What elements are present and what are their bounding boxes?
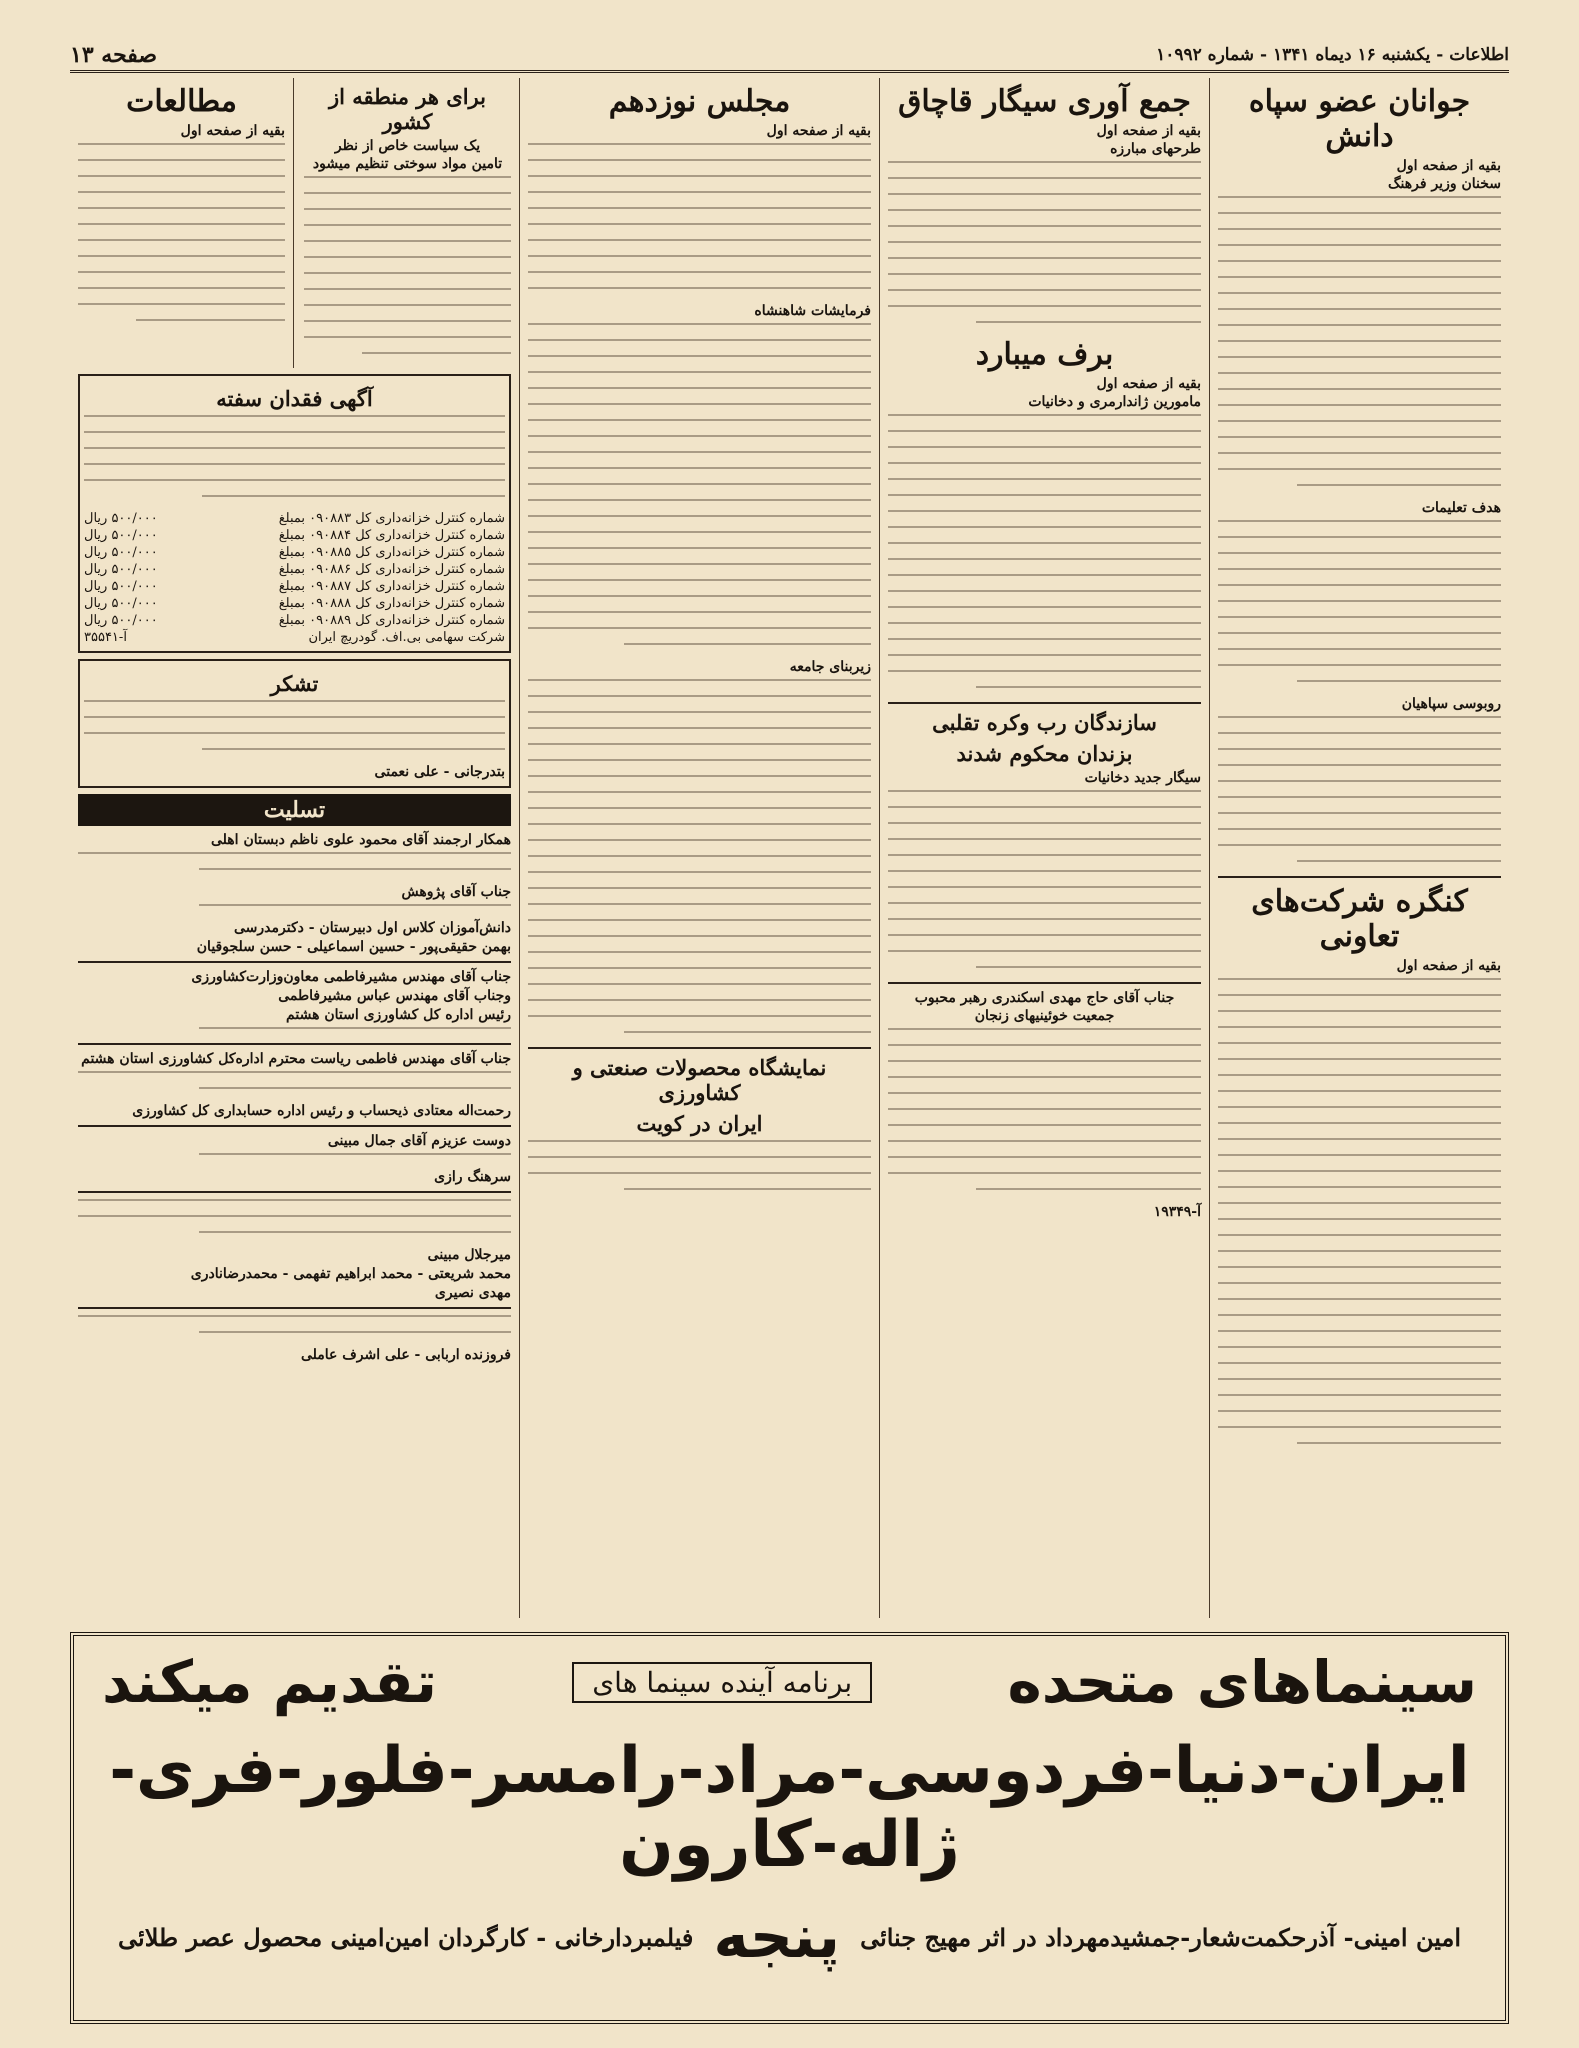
headline-bandits: سازندگان رب وکره تقلبی (932, 710, 1157, 735)
subhead: سخنان وزیر فرهنگ (1388, 176, 1501, 192)
continued-label: بقیه از صفحه اول (1096, 376, 1201, 392)
condolence-name: محمد شریعتی - محمد ابراهیم تفهمی - محمدرضانادری (190, 1266, 511, 1282)
policy-sub2: تامین مواد سوختی تنظیم میشود (312, 156, 503, 172)
body-text (888, 790, 1201, 968)
column-danesh (1209, 78, 1509, 1618)
columns (70, 78, 1509, 1618)
ad-credits-right: امین امینی- آذرحکمت‌شعار-جمشیدمهرداد در اثر مهیج جنائی (860, 1922, 1461, 1952)
eskandari-code: آ-۱۹۳۴۹ (1153, 1204, 1201, 1220)
subhead: زیربنای جامعه (789, 659, 871, 675)
condolence-name: سرهنگ رازی (434, 1169, 511, 1185)
notice-row: شماره کنترل خزانه‌داری کل ۰۹۰۸۸۴ بمبلغ ۵۰۰/۰۰۰ ریال (84, 528, 505, 543)
thanks-notice (78, 659, 511, 788)
top-articles (78, 78, 511, 368)
thanks-signature: بتدرجانی - علی نعمتی (374, 764, 505, 780)
continued-label: بقیه از صفحه اول (1396, 158, 1501, 174)
condolence-name: مهدی نصیری (434, 1285, 511, 1301)
continued-label: بقیه از صفحه اول (1096, 123, 1201, 139)
policy-sub1: یک سیاست خاص از نظر (334, 138, 481, 154)
subhead: هدف تعلیمات (1421, 500, 1501, 516)
body-text (528, 323, 871, 645)
body-text (304, 176, 511, 354)
continued-label: بقیه از صفحه اول (766, 123, 871, 139)
body-text (84, 700, 505, 750)
page-number: صفحه ۱۳ (70, 42, 158, 68)
ad-credits (74, 1902, 1505, 1972)
notice-row: شماره کنترل خزانه‌داری کل ۰۹۰۸۸۸ بمبلغ ۵۰۰/۰۰۰ ریال (84, 596, 505, 611)
headline-cigarette: جمع آوری سیگار قاچاق (898, 84, 1191, 119)
notice-footer: شرکت سهامی بی.اف. گودریچ ایران آ-۳۵۵۴۱ (84, 630, 505, 645)
ad-right-heading: سینماهای متحده (1007, 1648, 1477, 1716)
article-policy (304, 78, 511, 368)
ad-film-title: پنجه (713, 1902, 841, 1972)
column-notices (70, 78, 519, 1618)
cinema-advertisement (70, 1632, 1509, 2024)
ad-header (74, 1636, 1505, 1716)
condolence-title: تسلیت (78, 794, 511, 826)
notice-row: شماره کنترل خزانه‌داری کل ۰۹۰۸۸۹ بمبلغ ۵۰۰/۰۰۰ ریال (84, 613, 505, 628)
condolence-name: وجناب آقای مهندس عباس مشیرفاطمی (278, 988, 511, 1004)
body-text (528, 679, 871, 1033)
body-text (528, 1140, 871, 1190)
condolence-name: جناب آقای مهندس فاطمی ریاست محترم اداره‌کل کشاورزی استان هشتم (81, 1051, 511, 1067)
condolence-name: میرجلال مبینی (427, 1247, 511, 1263)
subhead: سیگار جدید دخانیات (1084, 770, 1201, 786)
ad-credits-left: فیلمبردارخانی - کارگردان امین‌امینی محصول عصر طلائی (118, 1922, 694, 1952)
column-cigarette (879, 78, 1209, 1618)
body-text (888, 161, 1201, 323)
masthead (70, 40, 1509, 73)
subhead: طرحهای مبارزه (1110, 141, 1201, 157)
headline-studies: مطالعات (126, 84, 237, 119)
body-text (1218, 520, 1501, 682)
ad-left-heading: تقدیم میکند (102, 1648, 437, 1716)
body-text (78, 143, 285, 321)
continued-label: بقیه از صفحه اول (180, 123, 285, 139)
issue-info: اطلاعات - یکشنبه ۱۶ دیماه ۱۳۴۱ - شماره ۱۰۹۹۲ (1156, 45, 1509, 65)
body-text (1218, 978, 1501, 1444)
condolence-name: جناب آقای مهندس مشیرفاطمی معاون‌وزارت‌کشاورزی (191, 969, 511, 985)
headline-majles: مجلس نوزدهم (608, 84, 791, 119)
body-text (84, 415, 505, 497)
lost-notice-title: آگهی فقدان سفته (216, 386, 373, 411)
headline-danesh: جوانان عضو سپاه دانش (1248, 84, 1471, 154)
condolence-name: فروزنده اربابی - علی اشرف عاملی (300, 1347, 511, 1363)
subhead: روبوسی سپاهیان (1401, 696, 1501, 712)
headline-congress: کنگره شرکت‌های تعاونی (1251, 884, 1468, 954)
ad-program: برنامه آینده سینما های (572, 1662, 872, 1703)
body-text (1218, 196, 1501, 486)
notice-rows (84, 511, 505, 628)
headline-snow: برف میبارد (975, 337, 1114, 372)
body-text (888, 414, 1201, 688)
condolence-name: بهمن حقیقی‌پور - حسین اسماعیلی - حسن سلجوقیان (196, 939, 511, 955)
condolence-name: دوست عزیزم آقای جمال مبینی (327, 1133, 511, 1149)
condolence-list (78, 832, 511, 1363)
notice-row: شماره کنترل خزانه‌داری کل ۰۹۰۸۸۶ بمبلغ ۵۰۰/۰۰۰ ریال (84, 562, 505, 577)
condolence-name: همکار ارجمند آقای محمود علوی ناظم دبستان اهلی (211, 832, 511, 848)
notice-row: شماره کنترل خزانه‌داری کل ۰۹۰۸۸۳ بمبلغ ۵۰۰/۰۰۰ ریال (84, 511, 505, 526)
eskandari-title: جناب آقای حاج مهدی اسکندری رهبر محبوب (914, 990, 1175, 1006)
notice-row: شماره کنترل خزانه‌داری کل ۰۹۰۸۸۷ بمبلغ ۵۰۰/۰۰۰ ریال (84, 579, 505, 594)
column-majles (519, 78, 879, 1618)
eskandari-subtitle: جمعیت خوئینیهای زنجان (974, 1008, 1115, 1024)
continued-label: بقیه از صفحه اول (1396, 958, 1501, 974)
body-text (1218, 716, 1501, 862)
body-text (888, 1028, 1201, 1190)
article-studies (78, 78, 294, 368)
thanks-title: تشکر (270, 671, 319, 696)
condolence-name: رحمت‌اله معتادی ذیحساب و رئیس اداره حسابداری کل کشاورزی (132, 1103, 511, 1119)
body-text (528, 143, 871, 289)
subhead: مامورین ژاندارمری و دخانیات (1028, 394, 1201, 410)
condolence-name: رئیس اداره کل کشاورزی استان هشتم (286, 1007, 511, 1023)
ad-cinema-list: ایران-دنیا-فردوسی-مراد-رامسر-فلور-فری-ژاله-کارون (109, 1734, 1470, 1882)
subhead: فرمایشات شاهنشاه (754, 303, 871, 319)
notice-row: شماره کنترل خزانه‌داری کل ۰۹۰۸۸۵ بمبلغ ۵۰۰/۰۰۰ ریال (84, 545, 505, 560)
headline-policy: برای هر منطقه از کشور (329, 84, 486, 134)
headline-exhibition-sub: ایران در کویت (636, 1111, 763, 1136)
condolence-name: جناب آقای پژوهش (401, 884, 511, 900)
condolence-name: دانش‌آموزان کلاس اول دبیرستان - دکترمدرسی (234, 920, 511, 936)
headline-exhibition: نمایشگاه محصولات صنعتی و کشاورزی (572, 1055, 827, 1105)
lost-notice (78, 374, 511, 653)
headline-bandits-sub: بزندان محکوم شدند (956, 741, 1133, 766)
